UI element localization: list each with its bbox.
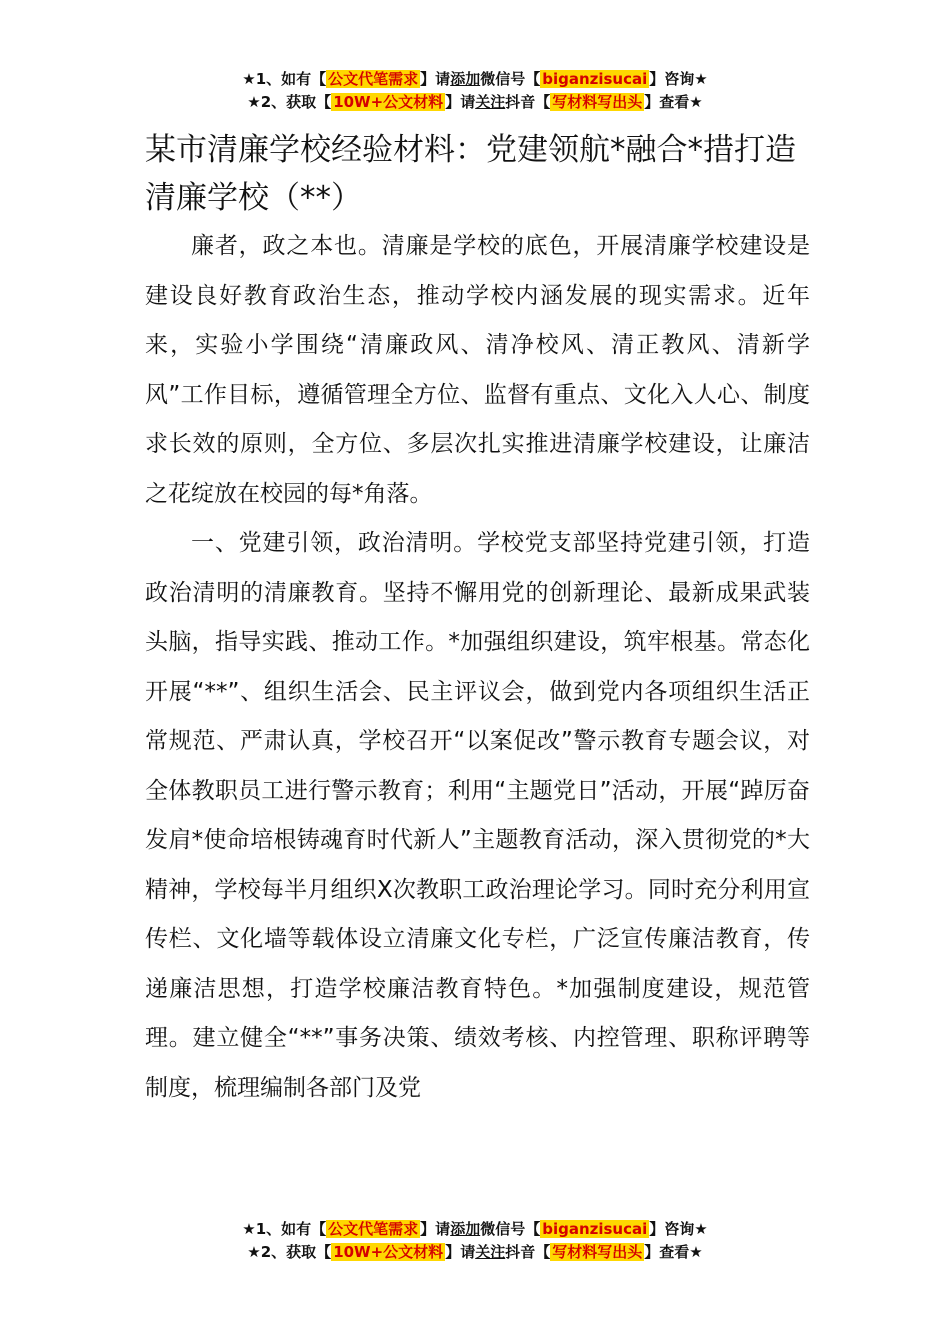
banner-line-2 bbox=[0, 1241, 950, 1264]
banner-text: 】请 bbox=[420, 1220, 451, 1238]
banner-text: 】咨询★ bbox=[649, 1220, 708, 1238]
banner-highlight: 写材料写出头 bbox=[552, 93, 643, 111]
banner-text: 】查看★ bbox=[644, 93, 703, 111]
banner-text: 抖音【 bbox=[505, 93, 551, 111]
banner-underline: 添加 bbox=[450, 70, 481, 88]
banner-line-2 bbox=[0, 91, 950, 114]
banner-highlight: biganzisucai bbox=[542, 70, 648, 88]
banner-text: 】请 bbox=[445, 1243, 476, 1261]
banner-underline: 添加 bbox=[450, 1220, 481, 1238]
banner-underline: 关注 bbox=[475, 1243, 506, 1261]
banner-text: 】查看★ bbox=[644, 1243, 703, 1261]
banner-text: 微信号【 bbox=[480, 70, 541, 88]
banner-line-1 bbox=[0, 68, 950, 91]
document-body bbox=[145, 222, 810, 1113]
banner-text: 】请 bbox=[445, 93, 476, 111]
banner-text: ★1、如有【 bbox=[242, 1220, 327, 1238]
footer-banner bbox=[0, 1218, 950, 1264]
banner-text: 微信号【 bbox=[480, 1220, 541, 1238]
banner-text: ★1、如有【 bbox=[242, 70, 327, 88]
banner-line-1 bbox=[0, 1218, 950, 1241]
banner-highlight: 公文代笔需求 bbox=[328, 70, 419, 88]
banner-highlight: biganzisucai bbox=[542, 1220, 648, 1238]
document-title: 某市清廉学校经验材料：党建领航*融合*措打造清廉学校（**） bbox=[145, 132, 796, 216]
banner-highlight: 10W+公文材料 bbox=[333, 1243, 444, 1261]
banner-text: 】请 bbox=[420, 70, 451, 88]
banner-text: 】咨询★ bbox=[649, 70, 708, 88]
paragraph: 一、党建引领，政治清明。学校党支部坚持党建引领，打造政治清明的清廉教育。坚持不懈用党的创新理论、最新成果武装头脑，指导实践、推动工作。*加强组织建设，筑牢根基。常态化开展“**”、组织生活会、民主评议会，做到党内各项组织生活正常规范、严肃认真，学校召开“以案促改”警示教育专题会议，对全体教职员工进行警示教育；利用“主题党日”活动，开展“踔厉奋发肩*使命培根铸魂育时代新人”主题教育活动，深入贯彻党的*大精神，学校每半月组织X次教职工政治理论学习。同时充分利用宣传栏、文化墙等载体设立清廉文化专栏，广泛宣传廉洁教育，传递廉洁思想，打造学校廉洁教育特色。*加强制度建设，规范管理。建立健全“**”事务决策、绩效考核、内控管理、职称评聘等制度，梳理编制各部门及党 bbox=[145, 530, 810, 1101]
banner-text: ★2、获取【 bbox=[247, 1243, 332, 1261]
paragraph: 廉者，政之本也。清廉是学校的底色，开展清廉学校建设是建设良好教育政治生态，推动学校内涵发展的现实需求。近年来，实验小学围绕“清廉政风、清净校风、清正教风、清新学风”工作目标，遵循管理全方位、监督有重点、文化入人心、制度求长效的原则，全方位、多层次扎实推进清廉学校建设，让廉洁之花绽放在校园的每*角落。 bbox=[145, 233, 810, 507]
header-banner bbox=[0, 68, 950, 114]
banner-highlight: 10W+公文材料 bbox=[333, 93, 444, 111]
banner-highlight: 写材料写出头 bbox=[552, 1243, 643, 1261]
banner-text: 抖音【 bbox=[505, 1243, 551, 1261]
banner-highlight: 公文代笔需求 bbox=[328, 1220, 419, 1238]
banner-underline: 关注 bbox=[475, 93, 506, 111]
banner-text: ★2、获取【 bbox=[247, 93, 332, 111]
